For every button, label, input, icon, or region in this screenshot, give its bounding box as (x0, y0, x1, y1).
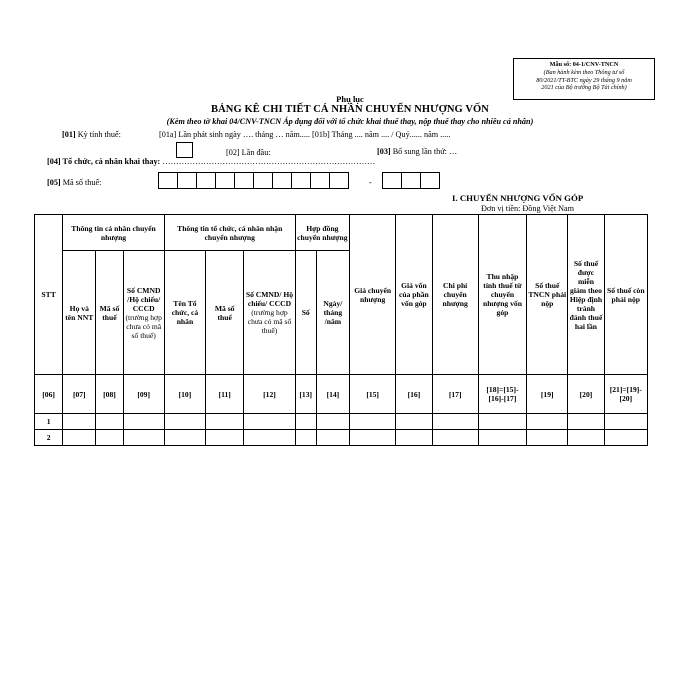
table-cell[interactable] (244, 414, 295, 430)
table-row (35, 414, 648, 430)
code-cell: [08] (96, 375, 123, 414)
table-cell[interactable] (295, 414, 316, 430)
tax-code-suffix-input[interactable] (382, 172, 439, 189)
table-cell[interactable] (316, 430, 349, 446)
col-org-name: Tên Tổ chức, cá nhân (164, 251, 205, 375)
col-taxpayer-id-note: (trường hợp chưa có mã số thuế) (125, 312, 162, 340)
code-cell: [18]=[15]-[16]-[17] (478, 375, 526, 414)
table-cell[interactable] (350, 430, 396, 446)
tax-code-digit-box[interactable] (158, 172, 178, 189)
tax-code-digit-box[interactable] (215, 172, 235, 189)
currency-unit: Đơn vị tiền: Đồng Việt Nam (481, 204, 575, 213)
table-cell[interactable] (206, 414, 244, 430)
code-cell: [11] (206, 375, 244, 414)
col-remaining-payable: Số thuế còn phải nộp (604, 215, 647, 375)
col-exempt-amount: Số thuế được miễn giảm theo Hiệp định tránh đánh thuế hai lần (568, 215, 604, 375)
table-cell[interactable] (350, 414, 396, 430)
table-cell[interactable] (206, 430, 244, 446)
form-code: Mẫu số: 04-1/CNV-TNCN (549, 61, 619, 68)
table-row (35, 430, 648, 446)
section-title: I. CHUYỂN NHƯỢNG VỐN GÓP (452, 193, 584, 203)
table-cell[interactable] (164, 414, 205, 430)
group-individual-header: Thông tin cá nhân chuyển nhượng (63, 215, 165, 251)
code-cell: [12] (244, 375, 295, 414)
form-issuance-line-2: 80/2021/TT-BTC ngày 29 tháng 9 năm (536, 76, 632, 84)
table-cell[interactable] (244, 430, 295, 446)
form-issuance-line-3: 2021 của Bộ trưởng Bộ Tài chính) (541, 84, 627, 92)
code-cell: [06] (35, 375, 63, 414)
field-04-label: [04] Tổ chức, cá nhân khai thay: (47, 157, 161, 166)
table-cell[interactable] (316, 414, 349, 430)
table-code-row (35, 375, 648, 414)
table-cell[interactable] (604, 430, 647, 446)
col-transfer-cost: Chi phí chuyển nhượng (432, 215, 478, 375)
table-cell[interactable] (396, 414, 432, 430)
code-cell: [17] (432, 375, 478, 414)
col-taxpayer-id-label: Số CMND /Hộ chiếu/ CCCD (126, 285, 161, 313)
row-number: 1 (35, 414, 63, 430)
tax-code-digit-box[interactable] (310, 172, 330, 189)
col-taxable-income: Thu nhập tính thuế từ chuyển nhượng vốn góp (478, 215, 526, 375)
col-stt: STT (35, 215, 63, 375)
code-cell: [21]=[19]-[20] (604, 375, 647, 414)
table-cell[interactable] (123, 414, 164, 430)
code-cell: [13] (295, 375, 316, 414)
code-cell: [19] (527, 375, 568, 414)
group-contract-header: Hợp đồng chuyển nhượng (295, 215, 349, 251)
table-cell[interactable] (478, 414, 526, 430)
table-header-row-group (35, 215, 648, 251)
capital-transfer-table (34, 214, 648, 446)
form-issuance-line-1: (Ban hành kèm theo Thông tư số (543, 68, 625, 76)
col-taxpayer-id (123, 251, 164, 375)
col-org-id (244, 251, 295, 375)
first-time-checkbox[interactable] (176, 142, 193, 158)
col-taxpayer-tax-code: Mã số thuế (96, 251, 123, 375)
tax-code-digit-box[interactable] (291, 172, 311, 189)
table-cell[interactable] (527, 414, 568, 430)
tax-code-dash: - (369, 178, 372, 187)
code-cell: [07] (63, 375, 96, 414)
table-cell[interactable] (478, 430, 526, 446)
col-org-id-label: Số CMND/ Hộ chiếu/ CCCD (245, 290, 294, 308)
tax-code-digit-box[interactable] (329, 172, 349, 189)
tax-code-suffix-box[interactable] (401, 172, 421, 189)
code-cell: [10] (164, 375, 205, 414)
table-cell[interactable] (432, 414, 478, 430)
row-number: 2 (35, 430, 63, 446)
appendix-label: Phụ lục (336, 94, 364, 104)
field-02-label: [02] Lần đầu: (226, 148, 271, 157)
field-01 (62, 130, 121, 139)
code-cell: [15] (350, 375, 396, 414)
table-cell[interactable] (432, 430, 478, 446)
field-03-code: [03] (377, 147, 391, 156)
table-cell[interactable] (164, 430, 205, 446)
tax-code-input[interactable] (158, 172, 348, 189)
code-cell: [09] (123, 375, 164, 414)
tax-code-digit-box[interactable] (177, 172, 197, 189)
field-03 (377, 147, 457, 156)
tax-code-digit-box[interactable] (272, 172, 292, 189)
col-org-id-note: (trường hợp chưa có mã số thuế) (247, 308, 292, 335)
field-03-label: Bổ sung lần thứ: … (392, 147, 458, 156)
table-cell[interactable] (63, 430, 96, 446)
table-cell[interactable] (568, 414, 604, 430)
tax-code-digit-box[interactable] (234, 172, 254, 189)
field-05 (47, 178, 101, 187)
col-contract-number: Số (295, 251, 316, 375)
table-cell[interactable] (96, 414, 123, 430)
table-cell[interactable] (396, 430, 432, 446)
field-05-label: Mã số thuế: (62, 178, 102, 187)
col-org-tax-code: Mã số thuế (206, 251, 244, 375)
field-04 (47, 157, 375, 166)
col-pit-payable: Số thuế TNCN phải nộp (527, 215, 568, 375)
table-cell[interactable] (604, 414, 647, 430)
col-contract-date: Ngày/ tháng /năm (316, 251, 349, 375)
tax-code-digit-box[interactable] (196, 172, 216, 189)
table-cell[interactable] (527, 430, 568, 446)
page-subtitle: (Kèm theo tờ khai 04/CNV-TNCN Áp dụng đối với tổ chức khai thuế thay, nộp thuế thay cho nhiều cá nhân) (166, 117, 534, 126)
field-01-label: Kỳ tính thuế: (77, 130, 121, 139)
col-price: Giá chuyển nhượng (350, 215, 396, 375)
page-title: BẢNG KÊ CHI TIẾT CÁ NHÂN CHUYỂN NHƯỢNG VỐN (210, 104, 489, 115)
tax-code-suffix-box[interactable] (420, 172, 440, 189)
code-cell: [14] (316, 375, 349, 414)
field-04-dots: …………………………………………………………………… (162, 157, 376, 166)
group-org-header: Thông tin tổ chức, cá nhân nhận chuyển nhượng (164, 215, 295, 251)
code-cell: [16] (396, 375, 432, 414)
col-taxpayer-name: Họ và tên NNT (63, 251, 96, 375)
table-cell[interactable] (96, 430, 123, 446)
table-cell[interactable] (63, 414, 96, 430)
table-cell[interactable] (123, 430, 164, 446)
code-cell: [20] (568, 375, 604, 414)
field-01-code: [01] (62, 130, 76, 139)
table-cell[interactable] (568, 430, 604, 446)
tax-code-digit-box[interactable] (253, 172, 273, 189)
table-cell[interactable] (295, 430, 316, 446)
tax-code-suffix-box[interactable] (382, 172, 402, 189)
field-01a-01b: [01a] Lần phát sinh ngày …. tháng … năm..... [01b] Tháng .... năm .... / Quý...... năm ..... (159, 130, 451, 139)
field-05-code: [05] (47, 178, 61, 187)
col-capital-cost: Giá vốn của phần vốn góp (396, 215, 432, 375)
